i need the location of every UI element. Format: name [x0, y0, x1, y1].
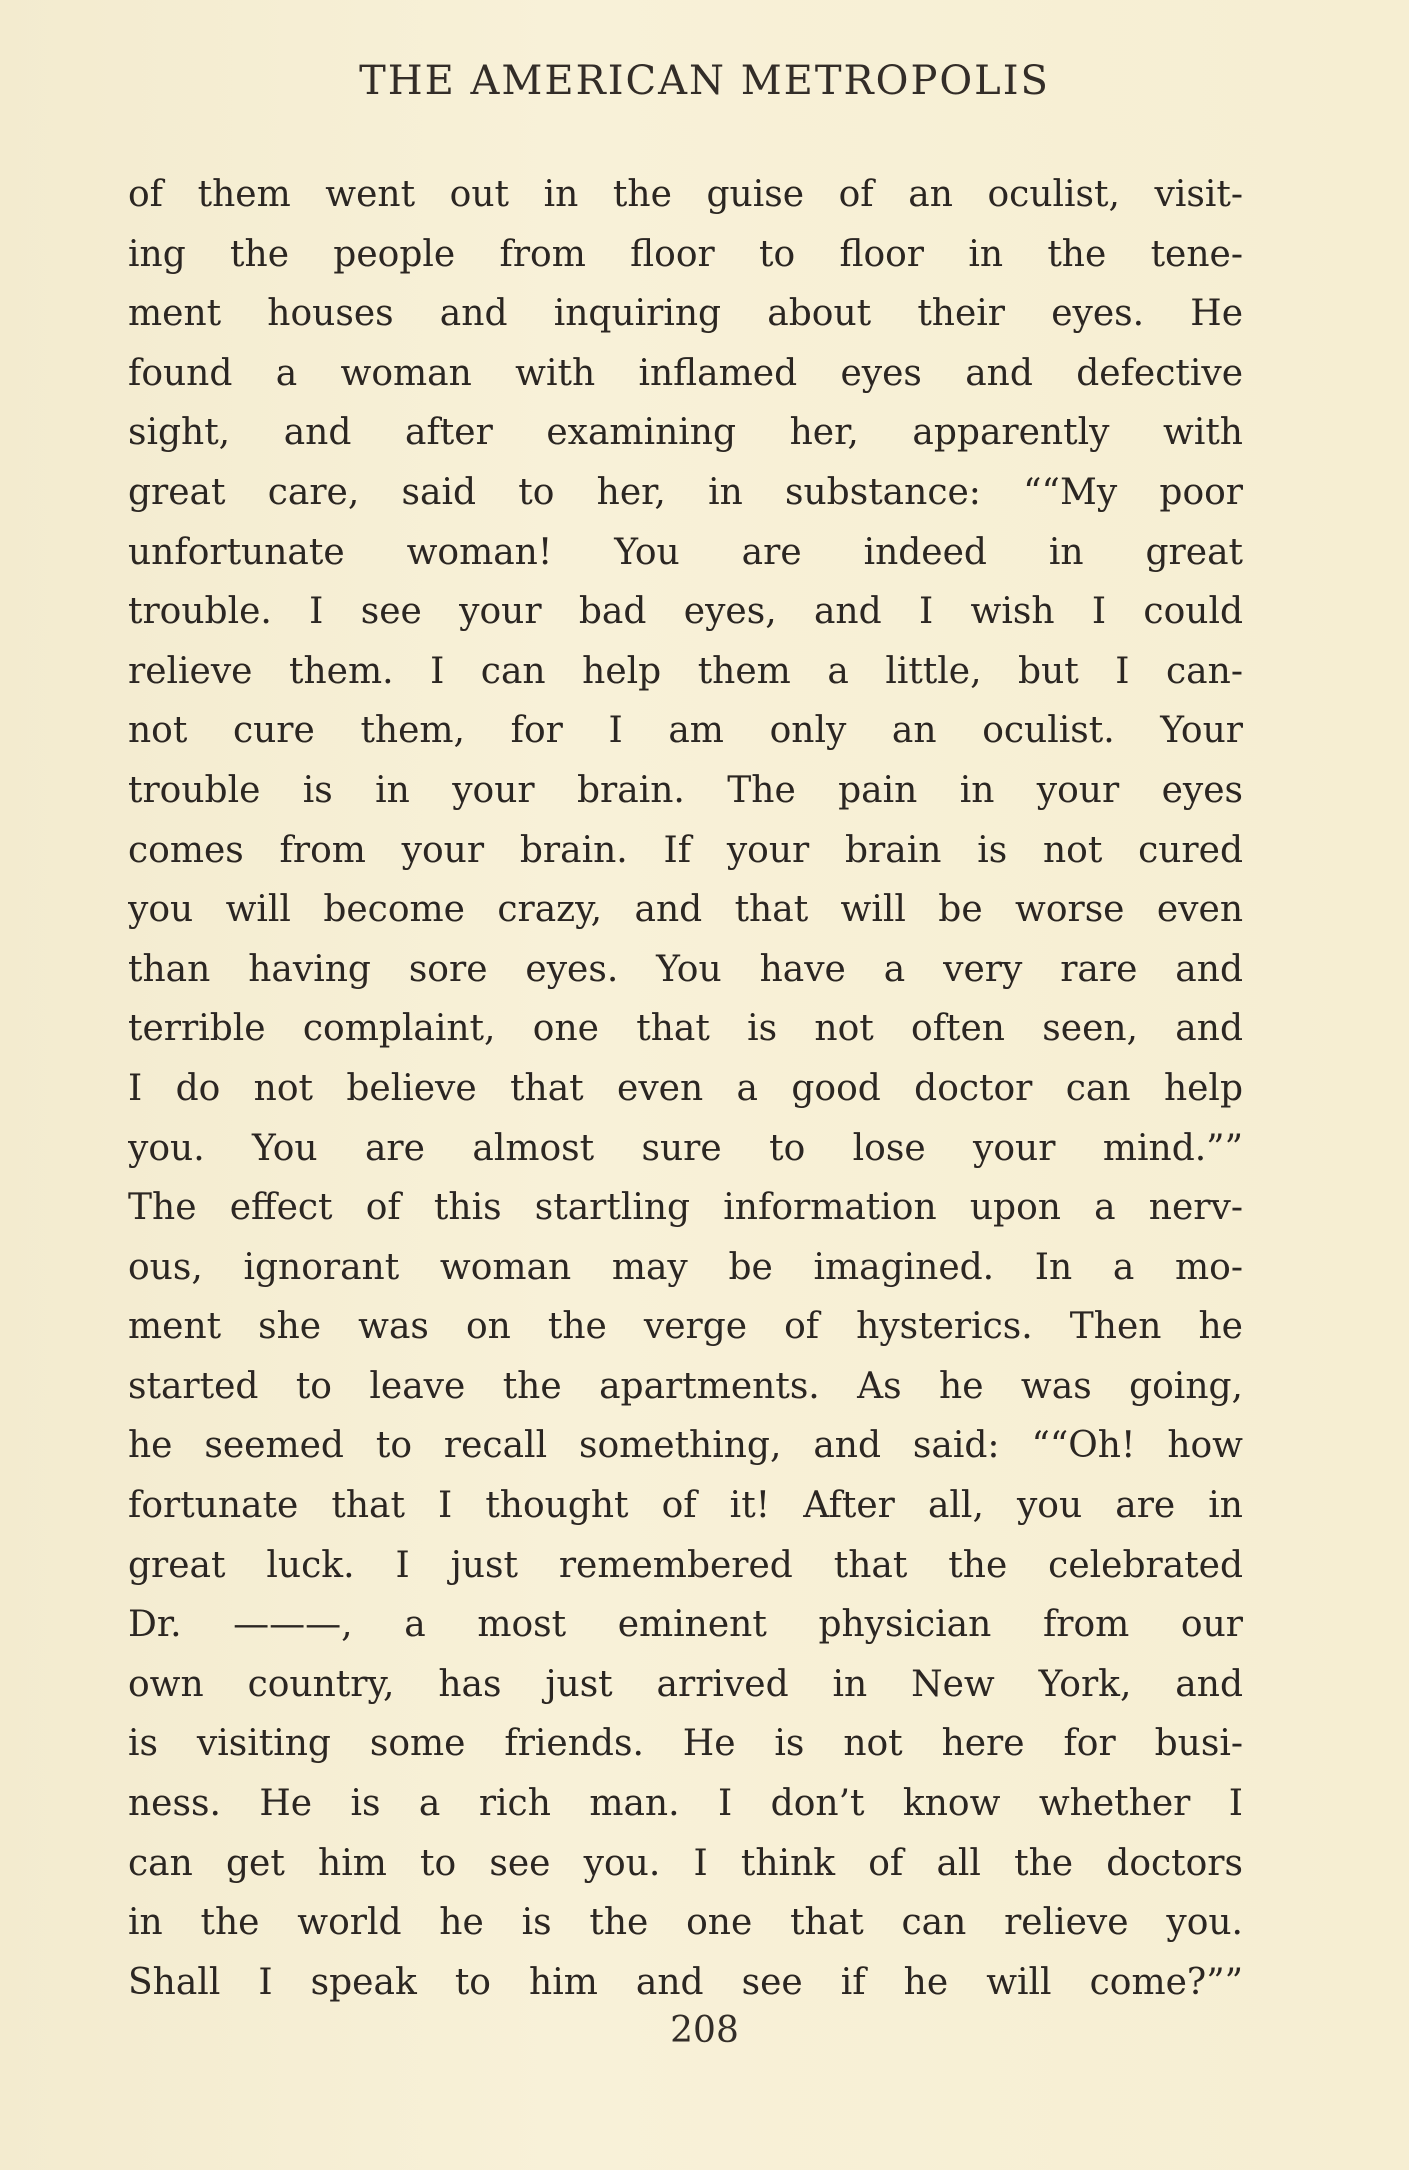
running-title: THE AMERICAN METROPOLIS — [359, 58, 1050, 104]
text-line: ing the people from floor to floor in the tene- — [128, 233, 1243, 275]
text-line: than having sore eyes. You have a very rare and — [128, 948, 1243, 990]
body-text — [128, 165, 1243, 2012]
text-line: own country, has just arrived in New York, and — [128, 1663, 1243, 1705]
text-line: you will become crazy, and that will be worse even — [128, 889, 1243, 931]
text-line: relieve them. I can help them a little, but I can- — [128, 650, 1243, 692]
text-line: sight, and after examining her, apparently with — [128, 412, 1243, 454]
text-line: trouble. I see your bad eyes, and I wish I could — [128, 591, 1243, 633]
text-line: Dr. ———, a most eminent physician from our — [128, 1604, 1243, 1646]
text-line: in the world he is the one that can relieve you. — [128, 1902, 1243, 1944]
text-line: can get him to see you. I think of all the doctors — [128, 1842, 1243, 1884]
text-line: terrible complaint, one that is not often seen, and — [128, 1008, 1243, 1050]
page-number: 208 — [670, 2010, 739, 2051]
text-line: unfortunate woman! You are indeed in great — [128, 531, 1243, 573]
text-line: not cure them, for I am only an oculist. Your — [128, 710, 1243, 752]
text-line: he seemed to recall something, and said: ““Oh! how — [128, 1425, 1243, 1467]
text-line: great care, said to her, in substance: ““My poor — [128, 471, 1243, 513]
text-line: I do not believe that even a good doctor can help — [128, 1067, 1243, 1109]
text-line: The effect of this startling information upon a nerv- — [128, 1187, 1243, 1229]
text-line: is visiting some friends. He is not here for busi- — [128, 1723, 1243, 1765]
text-line: ous, ignorant woman may be imagined. In a mo- — [128, 1246, 1243, 1288]
text-line: trouble is in your brain. The pain in your eyes — [128, 769, 1243, 811]
text-line: you. You are almost sure to lose your mind.”” — [128, 1127, 1243, 1169]
text-line: comes from your brain. If your brain is not cured — [128, 829, 1243, 871]
text-line: great luck. I just remembered that the celebrated — [128, 1544, 1243, 1586]
text-line: ment houses and inquiring about their eyes. He — [128, 293, 1243, 335]
text-line: fortunate that I thought of it! After all, you are in — [128, 1485, 1243, 1527]
text-line: ness. He is a rich man. I don’t know whether I — [128, 1783, 1243, 1825]
text-line: Shall I speak to him and see if he will come?”” — [128, 1961, 1243, 2003]
text-line: ment she was on the verge of hysterics. Then he — [128, 1306, 1243, 1348]
text-line: started to leave the apartments. As he was going, — [128, 1365, 1243, 1407]
text-line: of them went out in the guise of an oculist, visit- — [128, 174, 1243, 215]
text-line: found a woman with inflamed eyes and defective — [128, 352, 1243, 394]
